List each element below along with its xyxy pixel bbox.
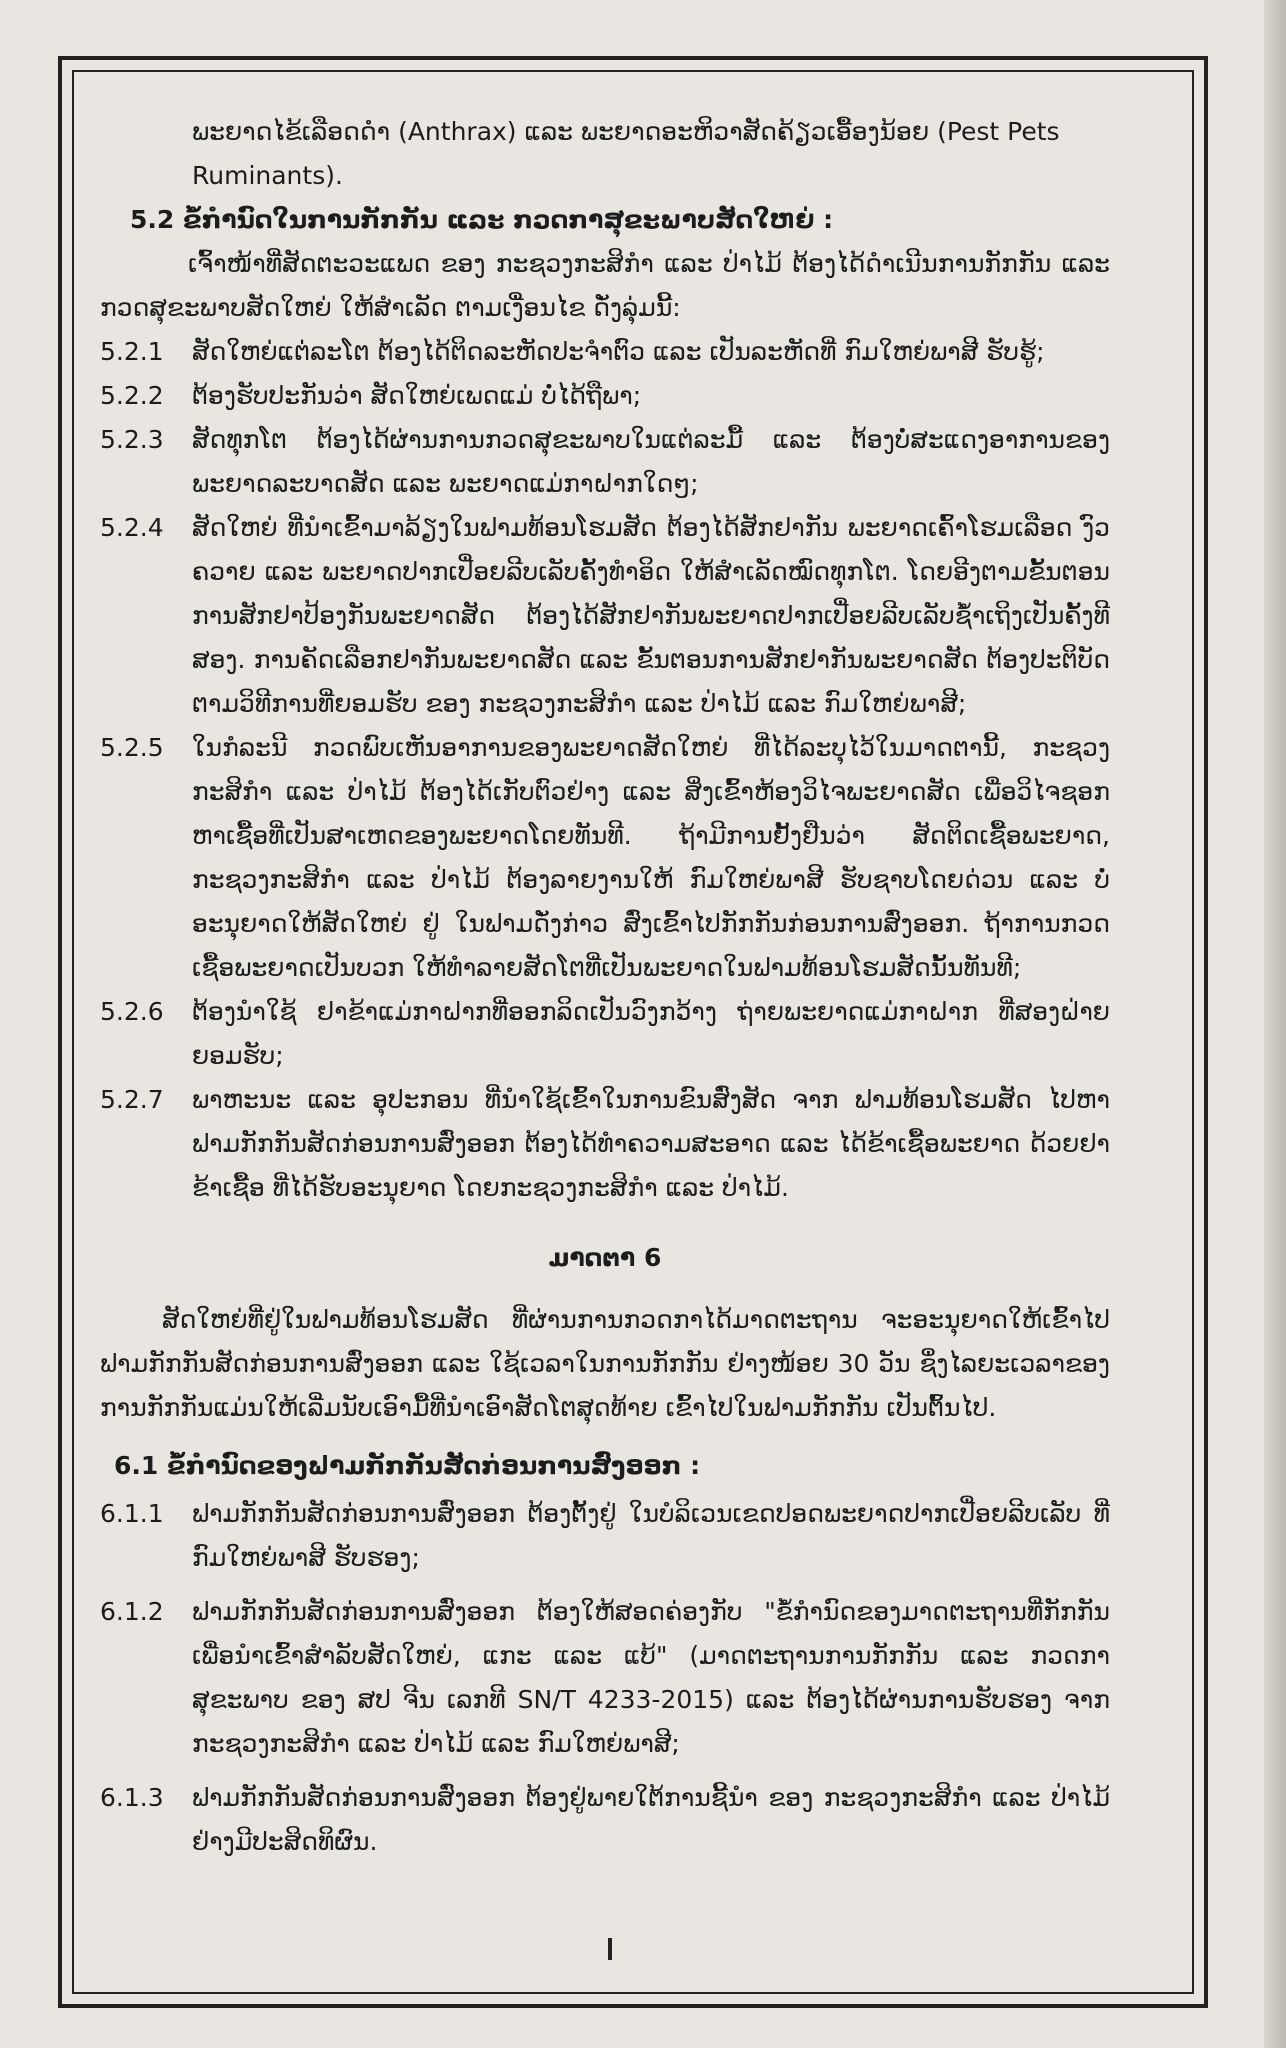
item-number: 5.2.5	[100, 733, 164, 762]
section-5-2-heading: 5.2 ຂໍ້ກຳນົດໃນການກັກກັນ ແລະ ກວດກາສຸຂະພາບສັດໃຫຍ່ :	[130, 205, 834, 234]
item-text: ພາຫະນະ ແລະ ອຸປະກອນ ທີ່ນຳໃຊ້ເຂົ້າໃນການຂົນສົ່ງສັດ ຈາກ ຟາມທ້ອນໂຮມສັດ ໄປຫາ ຟາມກັກກັນສັດກ່ອນການສົ່ງອອກ ຕ້ອງໄດ້ທຳຄວາມສະອາດ ແລະ ໄດ້ຂ້າເຊື້ອພະຍາດ ດ້ວຍຢາຂ້າເຊື້ອ ທີ່ໄດ້ຮັບອະນຸຍາດ ໂດຍກະຊວງກະສິກຳ ແລະ ປ່າໄມ້.	[192, 1085, 1110, 1202]
document-body	[100, 110, 1110, 1864]
item-number: 6.1.2	[100, 1597, 164, 1626]
section-5-2-intro: ເຈົ້າໜ້າທີ່ສັດຕະວະແພດ ຂອງ ກະຊວງກະສິກຳ ແລະ ປ່າໄມ້ ຕ້ອງໄດ້ດຳເນີນການກັກກັນ ແລະ ກວດສຸຂະພາບສັດໃຫຍ່ ໃຫ້ສຳເລັດ ຕາມເງື່ອນໄຂ ດັ່ງລຸ່ມນີ້:	[100, 249, 1110, 322]
item-6-1-2	[100, 1590, 1110, 1766]
item-text: ຟາມກັກກັນສັດກ່ອນການສົ່ງອອກ ຕ້ອງໃຫ້ສອດຄ່ອງກັບ "ຂໍ້ກຳນົດຂອງມາດຕະຖານທີ່ກັກກັນ ເພື່ອນຳເຂົ້າສຳລັບສັດໃຫຍ່, ແກະ ແລະ ແບ້" (ມາດຕະຖານການກັກກັນ ແລະ ກວດກາສຸຂະພາບ ຂອງ ສປ ຈີນ ເລກທີ SN/T 4233-2015) ແລະ ຕ້ອງໄດ້ຜ່ານການຮັບຮອງ ຈາກ ກະຊວງກະສິກຳ ແລະ ປ່າໄມ້ ແລະ ກົມໃຫຍ່ພາສີ;	[192, 1597, 1110, 1758]
item-5-2-6	[100, 990, 1110, 1078]
item-text: ຟາມກັກກັນສັດກ່ອນການສົ່ງອອກ ຕ້ອງຕັ້ງຢູ່ ໃນບໍລິເວນເຂດປອດພະຍາດປາກເປື່ອຍລີບເລັບ ທີ່ ກົມໃຫຍ່ພາສີ ຮັບຮອງ;	[192, 1499, 1110, 1572]
item-text: ສັດທຸກໂຕ ຕ້ອງໄດ້ຜ່ານການກວດສຸຂະພາບໃນແຕ່ລະມື້ ແລະ ຕ້ອງບໍ່ສະແດງອາການຂອງພະຍາດລະບາດສັດ ແລະ ພະຍາດແມ່ກາຝາກໃດໆ;	[192, 425, 1110, 498]
article-6-title: ມາດຕາ 6	[548, 1243, 662, 1272]
item-number: 5.2.1	[100, 337, 164, 366]
item-5-2-5	[100, 726, 1110, 990]
item-text: ໃນກໍລະນີ ກວດພົບເຫັນອາການຂອງພະຍາດສັດໃຫຍ່ ທີ່ໄດ້ລະບຸໄວ້ໃນມາດຕານີ້, ກະຊວງກະສິກຳ ແລະ ປ່າໄມ້ ຕ້ອງໄດ້ເກັບຕົວຢ່າງ ແລະ ສິ່ງເຂົ້າຫ້ອງວິໄຈພະຍາດສັດ ເພື່ອວິໄຈຊອກຫາເຊື້ອທີ່ເປັນສາເຫດຂອງພະຍາດໂດຍທັນທີ. ຖ້າມີການຢັ້ງຢືນວ່າ ສັດຕິດເຊື້ອພະຍາດ, ກະຊວງກະສິກຳ ແລະ ປ່າໄມ້ ຕ້ອງລາຍງານໃຫ້ ກົມໃຫຍ່ພາສີ ຮັບຊາບໂດຍດ່ວນ ແລະ ບໍ່ອະນຸຍາດໃຫ້ສັດໃຫຍ່ ຢູ່ ໃນຟາມດັ່ງກ່າວ ສົ່ງເຂົ້າໄປກັກກັນກ່ອນການສົ່ງອອກ. ຖ້າການກວດເຊື້ອພະຍາດເປັນບວກ ໃຫ້ທຳລາຍສັດໂຕທີ່ເປັນພະຍາດໃນຟາມທ້ອນໂຮມສັດນັ້ນທັນທີ;	[192, 733, 1110, 982]
item-number: 5.2.6	[100, 997, 164, 1026]
item-5-2-3	[100, 418, 1110, 506]
item-text: ຕ້ອງຮັບປະກັນວ່າ ສັດໃຫຍ່ເພດແມ່ ບໍ່ໄດ້ຖືພາ;	[192, 381, 642, 410]
photo-edge	[1264, 0, 1286, 2048]
item-number: 5.2.3	[100, 425, 164, 454]
item-number: 6.1.3	[100, 1783, 164, 1812]
continued-line-2: Ruminants).	[192, 161, 343, 190]
item-6-1-1	[100, 1492, 1110, 1580]
item-5-2-7	[100, 1078, 1110, 1210]
item-5-2-4	[100, 506, 1110, 726]
item-number: 6.1.1	[100, 1499, 164, 1528]
continued-line-1: ພະຍາດໄຂ້ເລືອດດຳ (Anthrax) ແລະ ພະຍາດອະຫິວາສັດຄ້ຽວເອື້ອງນ້ອຍ (Pest Pets	[192, 117, 1060, 146]
item-number: 5.2.4	[100, 513, 164, 542]
page-mark	[608, 1938, 612, 1960]
article-6-paragraph: ສັດໃຫຍ່ທີ່ຢູ່ໃນຟາມທ້ອນໂຮມສັດ ທີ່ຜ່ານການກວດກາໄດ້ມາດຕະຖານ ຈະອະນຸຍາດໃຫ້ເຂົ້າໄປຟາມກັກກັນສັດກ່ອນການສົ່ງອອກ ແລະ ໃຊ້ເວລາໃນການກັກກັນ ຢ່າງໜ້ອຍ 30 ວັນ ຊຶ່ງໄລຍະເວລາຂອງການກັກກັນແມ່ນໃຫ້ເລີ່ມນັບເອົາມື້ທີ່ນຳເອົາສັດໂຕສຸດທ້າຍ ເຂົ້າໄປໃນຟາມກັກກັນ ເປັນຕົ້ນໄປ.	[100, 1305, 1110, 1422]
item-text: ຟາມກັກກັນສັດກ່ອນການສົ່ງອອກ ຕ້ອງຢູ່ພາຍໃຕ້ການຊີ້ນຳ ຂອງ ກະຊວງກະສິກຳ ແລະ ປ່າໄມ້ ຢ່າງມີປະສິດທິຜົນ.	[192, 1783, 1110, 1856]
section-6-1-heading: 6.1 ຂໍ້ກຳນົດຂອງຟາມກັກກັນສັດກ່ອນການສົ່ງອອກ :	[114, 1451, 701, 1480]
item-number: 5.2.7	[100, 1085, 164, 1114]
item-text: ສັດໃຫຍ່ ທີ່ນຳເຂົ້າມາລ້ຽງໃນຟາມທ້ອນໂຮມສັດ ຕ້ອງໄດ້ສັກຢາກັນ ພະຍາດເຄົ້າໂຮມເລືອດ ງົວ ຄວາຍ ແລະ ພະຍາດປາກເປື່ອຍລີບເລັບຄັ້ງທຳອິດ ໃຫ້ສຳເລັດໝົດທຸກໂຕ. ໂດຍອີງຕາມຂັ້ນຕອນການສັກຢາປ້ອງກັນພະຍາດສັດ ຕ້ອງໄດ້ສັກຢາກັນພະຍາດປາກເປື່ອຍລີບເລັບຊ້ຳເຖິງເປັນຄັ້ງທີສອງ. ການຄັດເລືອກຢາກັນພະຍາດສັດ ແລະ ຂັ້ນຕອນການສັກຢາກັນພະຍາດສັດ ຕ້ອງປະຕິບັດຕາມວິທີການທີ່ຍອມຮັບ ຂອງ ກະຊວງກະສິກຳ ແລະ ປ່າໄມ້ ແລະ ກົມໃຫຍ່ພາສີ;	[192, 513, 1110, 718]
item-text: ຕ້ອງນຳໃຊ້ ຢາຂ້າແມ່ກາຝາກທີ່ອອກລິດເປັນວົງກວ້າງ ຖ່າຍພະຍາດແມ່ກາຝາກ ທີ່ສອງຝ່າຍຍອມຮັບ;	[192, 997, 1110, 1070]
item-5-2-2	[100, 374, 1110, 418]
continued-text	[100, 110, 1110, 198]
item-text: ສັດໃຫຍ່ແຕ່ລະໂຕ ຕ້ອງໄດ້ຕິດລະຫັດປະຈຳຕົວ ແລະ ເປັນລະຫັດທີ່ ກົມໃຫຍ່ພາສີ ຮັບຮູ້;	[192, 337, 1045, 366]
item-number: 5.2.2	[100, 381, 164, 410]
item-6-1-3	[100, 1776, 1110, 1864]
item-5-2-1	[100, 330, 1110, 374]
